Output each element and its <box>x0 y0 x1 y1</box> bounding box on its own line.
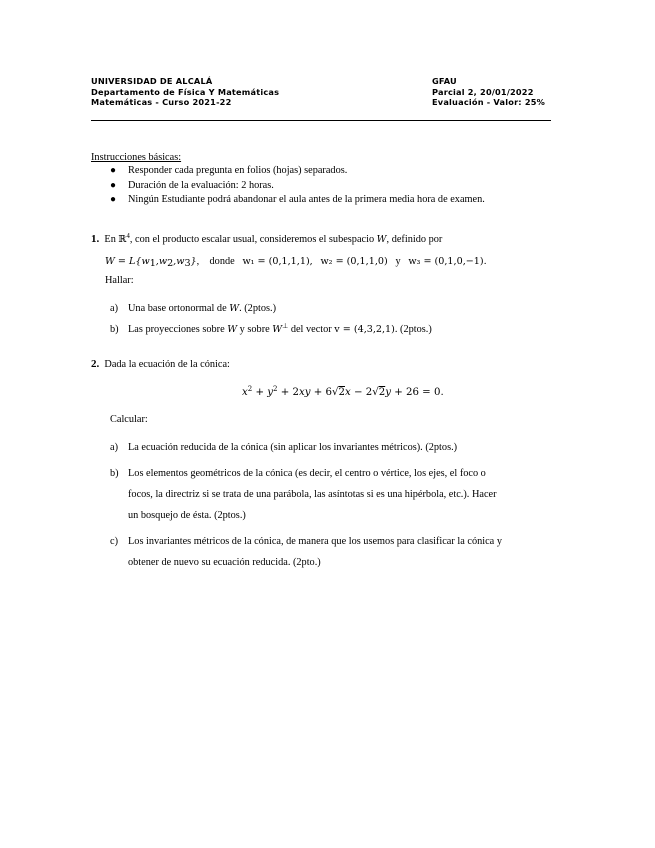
q2-a-label: a) <box>110 442 118 453</box>
instruction-item: Duración de la evaluación: 2 horas. <box>128 180 274 191</box>
bullet-icon: ● <box>110 180 117 191</box>
department-name: Departamento de Física Y Matemáticas <box>91 86 280 97</box>
q2-c-line: Los invariantes métricos de la cónica, de manera que los usemos para clasificar la cónica y <box>128 536 502 547</box>
bullet-icon: ● <box>110 165 117 176</box>
q1-b-text: Las proyecciones sobre W y sobre W⊥ del vector v = (4,3,2,1). (2ptos.) <box>128 322 432 335</box>
header-right <box>432 76 545 108</box>
degree-code: GFAU <box>432 76 457 86</box>
course-name: Matemáticas - Curso 2021-22 <box>91 97 232 107</box>
subspace-definition: $W = L\{w_1,w_2,w_3\}$, donde w₁ = (0,1,1,1), w₂ = (0,1,1,0) y w₃ = (0,1,0,−1). <box>105 256 487 269</box>
q2-b-line: Los elementos geométricos de la cónica (es decir, el centro o vértice, los ejes, el foco o <box>128 468 486 479</box>
q2-c-label: c) <box>110 536 118 547</box>
q2-b-line: un bosquejo de ésta. (2ptos.) <box>128 510 246 521</box>
q2-a-text: La ecuación reducida de la cónica (sin aplicar los invariantes métricos). (2ptos.) <box>128 442 458 453</box>
calcular-label: Calcular: <box>110 414 148 425</box>
question-1-number: 1. <box>91 233 100 245</box>
evaluation-value: Evaluación - Valor: 25% <box>432 97 546 107</box>
q1-b-label: b) <box>110 324 119 335</box>
header-left <box>91 76 279 108</box>
q2-c-line: obtener de nuevo su ecuación reducida. (2pto.) <box>128 557 321 568</box>
instructions-title: Instrucciones básicas: <box>91 152 182 163</box>
conic-equation: $x^2 + y^2 + 2xy + 6√2x - 2√2y + 26 = 0$. <box>242 385 444 398</box>
q2-b-line: focos, la directriz si se trata de una parábola, las asíntotas si es una hipérbola, etc.). Hacer <box>128 489 497 500</box>
instruction-item: Ningún Estudiante podrá abandonar el aula antes de la primera media hora de examen. <box>128 194 485 205</box>
q1-a-text: Una base ortonormal de W. (2ptos.) <box>128 303 277 314</box>
question-1-intro: 1. En ℝ$^4$, con el producto escalar usual, consideremos el subespacio W, definido por <box>91 232 443 245</box>
question-2-intro: 2. Dada la ecuación de la cónica: <box>91 358 230 370</box>
instruction-item: Responder cada pregunta en folios (hojas) separados. <box>128 165 348 176</box>
header-divider <box>91 120 551 121</box>
bullet-icon: ● <box>110 194 117 205</box>
university-name: UNIVERSIDAD DE ALCALÁ <box>91 76 213 86</box>
real-space-symbol: ℝ <box>118 234 127 245</box>
q2-b-label: b) <box>110 468 119 479</box>
exam-title: Parcial 2, 20/01/2022 <box>432 86 534 97</box>
hallar-label: Hallar: <box>105 275 134 286</box>
q1-a-label: a) <box>110 303 118 314</box>
question-2-number: 2. <box>91 358 100 370</box>
